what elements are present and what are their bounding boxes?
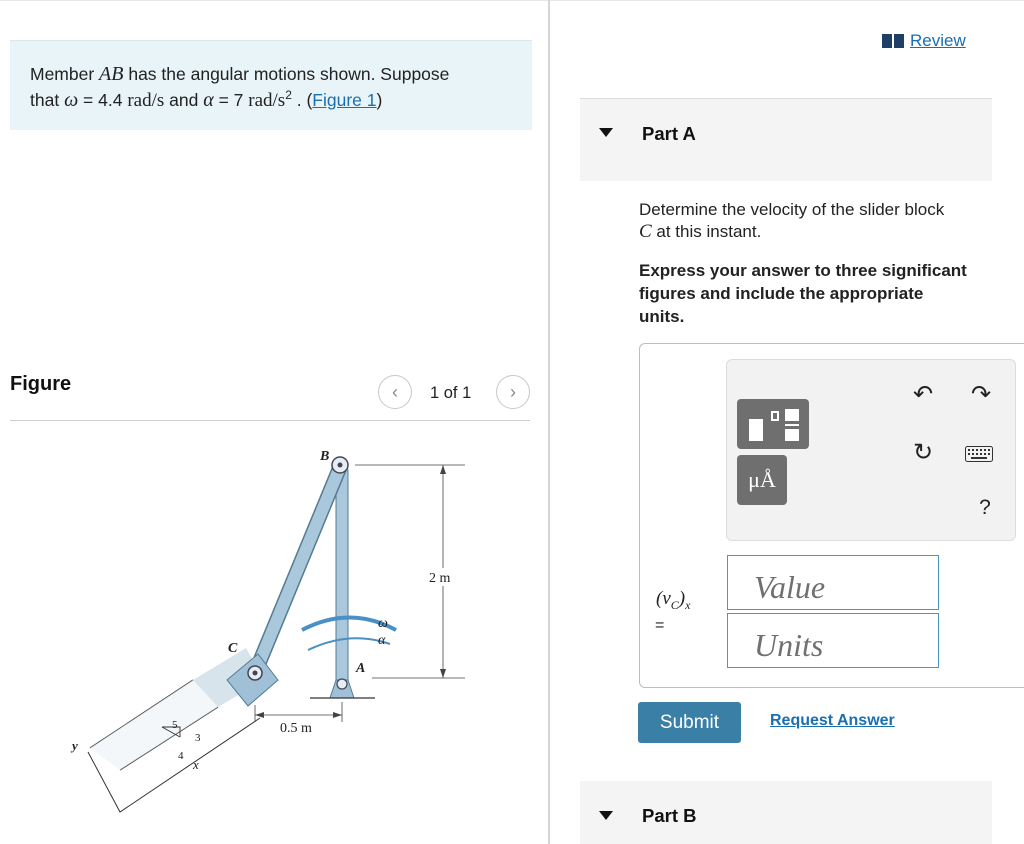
dim-arrow-right	[333, 712, 342, 718]
top-border	[0, 0, 1024, 1]
collapse-triangle-icon	[599, 811, 613, 820]
keyboard-button[interactable]	[965, 440, 993, 468]
figure-pager	[378, 375, 532, 411]
pin-a	[337, 679, 347, 689]
horizontal-dimension-label: 0.5 m	[280, 721, 312, 736]
part-a-header[interactable]	[580, 99, 992, 181]
omega-label: ω	[378, 616, 388, 631]
label-b: B	[320, 449, 330, 464]
value-input[interactable]	[727, 555, 939, 610]
slope-label-4: 4	[178, 750, 184, 762]
figure-divider	[10, 420, 530, 421]
omega-symbol: ω	[64, 89, 79, 111]
request-answer-link[interactable]: Request Answer	[770, 712, 895, 729]
units-input[interactable]	[727, 613, 939, 668]
problem-statement	[10, 40, 532, 130]
axis-x-label: x	[193, 757, 199, 772]
templates-button[interactable]	[737, 399, 809, 449]
part-a-question: Determine the velocity of the slider block C at this instant.	[639, 200, 945, 242]
next-figure-button[interactable]	[496, 375, 530, 409]
panel-divider	[548, 0, 550, 844]
review-link[interactable]: Review	[882, 31, 966, 51]
figure-title: Figure	[10, 373, 72, 395]
reset-button[interactable]	[909, 438, 937, 466]
vertical-rod	[336, 470, 348, 692]
answer-variable: $(v_C)_x$	[656, 588, 691, 612]
alpha-unit-exponent: 2	[285, 88, 292, 103]
submit-button[interactable]: Submit	[638, 702, 741, 743]
chevron-right-icon: ›	[510, 381, 516, 402]
help-button[interactable]	[971, 494, 999, 522]
undo-button[interactable]	[909, 380, 937, 408]
redo-button[interactable]	[967, 380, 995, 408]
track-surface	[90, 680, 218, 770]
label-c: C	[228, 641, 238, 656]
dim-arrow-top	[440, 465, 446, 474]
dim-arrow-left	[255, 712, 264, 718]
dim-arrow-bottom	[440, 669, 446, 678]
alpha-unit: rad/s	[248, 90, 286, 111]
part-b-header[interactable]	[580, 781, 992, 844]
collapse-triangle-icon	[599, 128, 613, 137]
problem-line-1: Member AB has the angular motions shown. Suppose	[30, 63, 450, 85]
chevron-left-icon: ‹	[392, 381, 398, 402]
previous-figure-button[interactable]	[378, 375, 412, 409]
problem-line-2: that ω = 4.4 rad/s and α = 7 rad/$s^2$ . (Figure 1)	[30, 88, 383, 111]
label-a: A	[356, 661, 366, 676]
pin-c-center	[253, 671, 258, 676]
omega-unit: rad/s	[127, 90, 165, 111]
mechanism-figure	[10, 430, 530, 830]
slope-label-3: 3	[195, 732, 201, 744]
undo-icon: ↶	[912, 380, 934, 408]
units-symbol: μÅ	[748, 467, 776, 492]
part-a-label: Part A	[642, 123, 696, 144]
math-toolbar	[726, 359, 1016, 541]
keyboard-icon	[965, 446, 993, 462]
pin-b-center	[338, 463, 343, 468]
units-button[interactable]	[737, 455, 787, 505]
reset-icon: ↻	[912, 438, 934, 466]
answer-instruction: Express your answer to three significant figures and include the appropriate units.	[639, 261, 967, 326]
book-icon	[882, 34, 904, 48]
slider-symbol: C	[639, 221, 652, 242]
pager-text: 1 of 1	[430, 384, 472, 402]
part-b-label: Part B	[642, 805, 697, 826]
member-symbol: AB	[99, 63, 124, 85]
figure-link[interactable]: Figure 1	[312, 90, 377, 110]
alpha-label: α	[378, 633, 386, 648]
help-icon: ?	[979, 496, 991, 519]
equals-sign: =	[655, 617, 665, 634]
axis-y-label: y	[72, 738, 78, 753]
slope-label-5: 5	[172, 719, 178, 731]
redo-icon: ↷	[970, 380, 992, 408]
alpha-symbol: α	[203, 89, 214, 111]
height-dimension-label: 2 m	[429, 571, 451, 586]
